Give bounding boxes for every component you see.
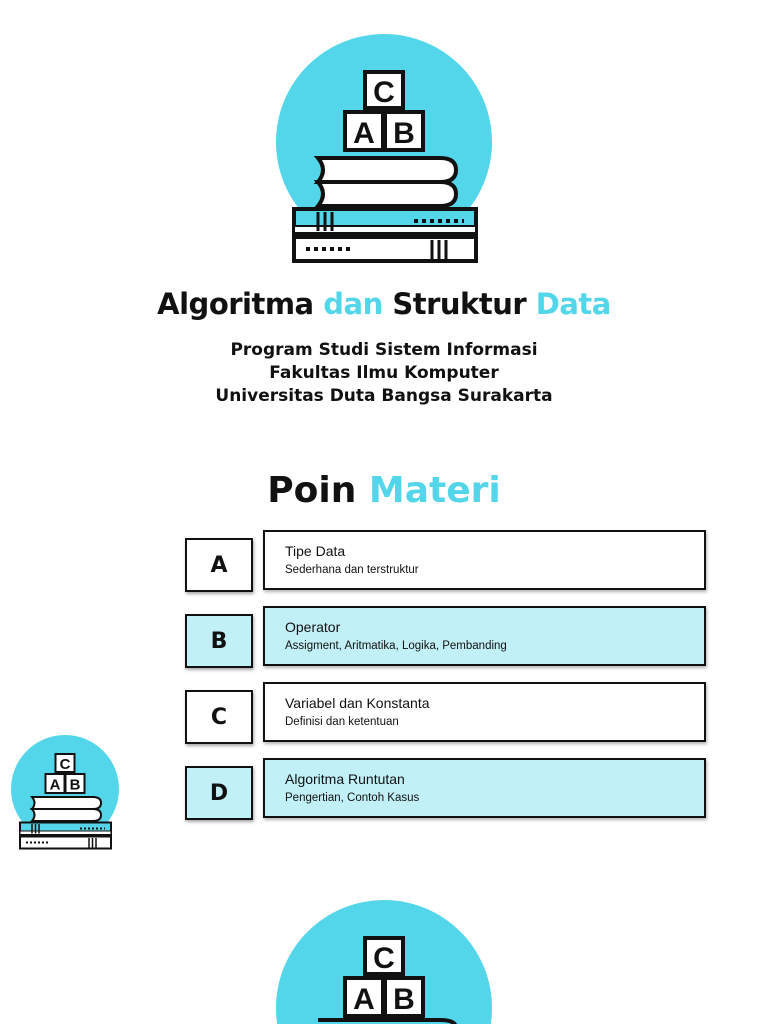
item-title: Operator: [285, 619, 341, 635]
item-subtitle: Definisi dan ketentuan: [285, 716, 399, 728]
item-letter-d: D: [185, 766, 253, 820]
item-letter-b: B: [185, 614, 253, 668]
item-subtitle: Sederhana dan terstruktur: [285, 564, 419, 576]
svg-text:C: C: [59, 756, 71, 773]
item-subtitle: Pengertian, Contoh Kasus: [285, 792, 420, 804]
section-heading: Poin Materi: [267, 470, 501, 511]
svg-text:C: C: [373, 76, 395, 109]
item-title: Tipe Data: [285, 543, 346, 559]
abc-books-small-logo-icon: [10, 734, 120, 852]
item-letter-a: A: [185, 538, 253, 592]
item-subtitle: Assigment, Aritmatika, Logika, Pembanding: [285, 640, 507, 652]
list-item: [263, 606, 706, 666]
svg-text:B: B: [393, 983, 415, 1016]
list-item: [263, 682, 706, 742]
abc-books-logo-icon: [274, 32, 494, 268]
list-item: [263, 758, 706, 818]
svg-text:C: C: [373, 942, 395, 975]
svg-text:B: B: [69, 776, 81, 794]
item-letter-c: C: [185, 690, 253, 744]
subtitle-faculty: Fakultas Ilmu Komputer: [269, 363, 499, 383]
slide-title: Algoritma dan Struktur Data: [157, 287, 611, 321]
svg-text:A: A: [49, 776, 61, 794]
abc-books-logo-partial-icon: [274, 898, 494, 1024]
list-item: [263, 530, 706, 590]
item-title: Algoritma Runtutan: [285, 771, 405, 787]
svg-text:A: A: [353, 117, 375, 150]
svg-text:B: B: [393, 117, 415, 150]
subtitle-university: Universitas Duta Bangsa Surakarta: [215, 386, 553, 406]
subtitle-program: Program Studi Sistem Informasi: [230, 340, 538, 360]
svg-text:A: A: [353, 983, 375, 1016]
item-title: Variabel dan Konstanta: [285, 695, 430, 711]
